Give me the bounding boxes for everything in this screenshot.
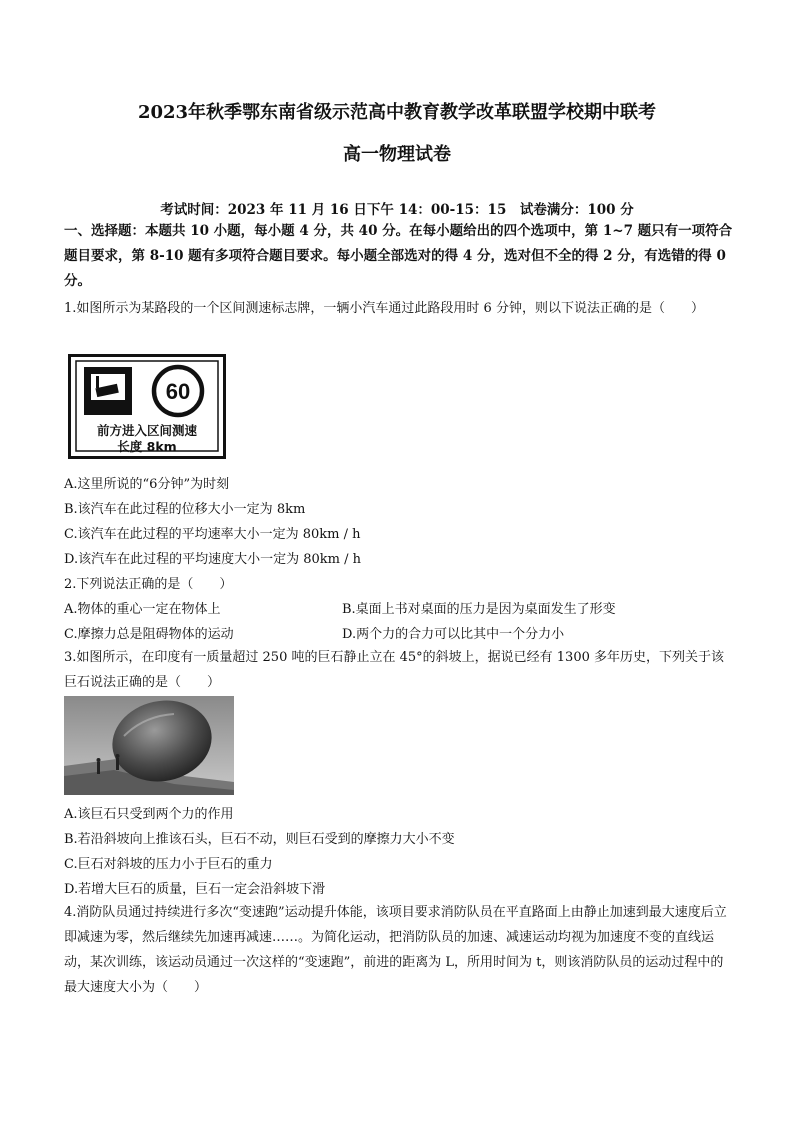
q4-stem: 4.消防队员通过持续进行多次“变速跑”运动提升体能，该项目要求消防队员在平直路面上由静止加速到最大速度后立即减速为零，然后继续先加速再减速……。为简化运动，把消防队员的加速、减速运动均视为加速度不变的直线运动，某次训练，该运动员通过一次这样的“变速跑”，前进的距离为 L，所用时间为 t，则该消防队员的运动过程中的最大速度大小为（ ） — [64, 905, 727, 995]
q3-option-a: A.该巨石只受到两个力的作用 — [64, 807, 234, 822]
speed-limit-value: 60 — [165, 379, 191, 404]
sign-text-line2: 长度 8km — [117, 439, 177, 454]
exam-info: 考试时间：2023 年 11 月 16 日下午 14：00-15：15 试卷满分：100 分 — [160, 202, 634, 218]
section1-heading: 一、选择题：本题共 10 小题，每小题 4 分，共 40 分。在每小题给出的四个选项中，第 1~7 题只有一项符合题目要求，第 8-10 题有多项符合题目要求。每小题全部选对的得 4 分，选对但不全的得 2 分，有选错的得 0 分。 — [64, 223, 733, 289]
exam-subtitle: 高一物理试卷 — [343, 144, 451, 165]
q3-option-c: C.巨石对斜坡的压力小于巨石的重力 — [64, 857, 273, 872]
q1-stem: 1.如图所示为某路段的一个区间测速标志牌，一辆小汽车通过此路段用时 6 分钟，则以下说法正确的是（ ） — [64, 301, 704, 316]
boulder-photo-graphic — [64, 696, 234, 795]
q2-option-b: B.桌面上书对桌面的压力是因为桌面发生了形变 — [342, 602, 616, 617]
q3-option-b: B.若沿斜坡向上推该石头，巨石不动，则巨石受到的摩擦力大小不变 — [64, 832, 455, 847]
q2-option-a: A.物体的重心一定在物体上 — [64, 602, 221, 617]
q1-option-c: C.该汽车在此过程的平均速率大小一定为 80km / h — [64, 527, 361, 542]
q2-option-c: C.摩擦力总是阻碍物体的运动 — [64, 627, 234, 642]
q3-option-d: D.若增大巨石的质量，巨石一定会沿斜坡下滑 — [64, 882, 326, 897]
speed-limit-icon — [154, 367, 202, 415]
q1-option-a: A.这里所说的“6分钟”为时刻 — [64, 477, 230, 492]
q1-option-b: B.该汽车在此过程的位移大小一定为 8km — [64, 502, 306, 517]
speed-zone-sign — [68, 354, 226, 459]
exam-title: 2023年秋季鄂东南省级示范高中教育教学改革联盟学校期中联考 — [137, 102, 657, 123]
camera-icon — [84, 367, 132, 415]
speed-zone-sign-graphic — [68, 354, 226, 459]
q3-stem: 3.如图所示，在印度有一质量超过 250 吨的巨石静止立在 45°的斜坡上，据说已经有 1300 多年历史，下列关于该巨石说法正确的是（ ） — [64, 650, 725, 690]
boulder-photo — [64, 696, 234, 795]
q1-option-d: D.该汽车在此过程的平均速度大小一定为 80km / h — [64, 552, 361, 567]
sign-text-line1: 前方进入区间测速 — [96, 423, 198, 438]
q2-stem: 2.下列说法正确的是（ ） — [64, 577, 233, 592]
q2-option-d: D.两个力的合力可以比其中一个分力小 — [342, 627, 565, 642]
